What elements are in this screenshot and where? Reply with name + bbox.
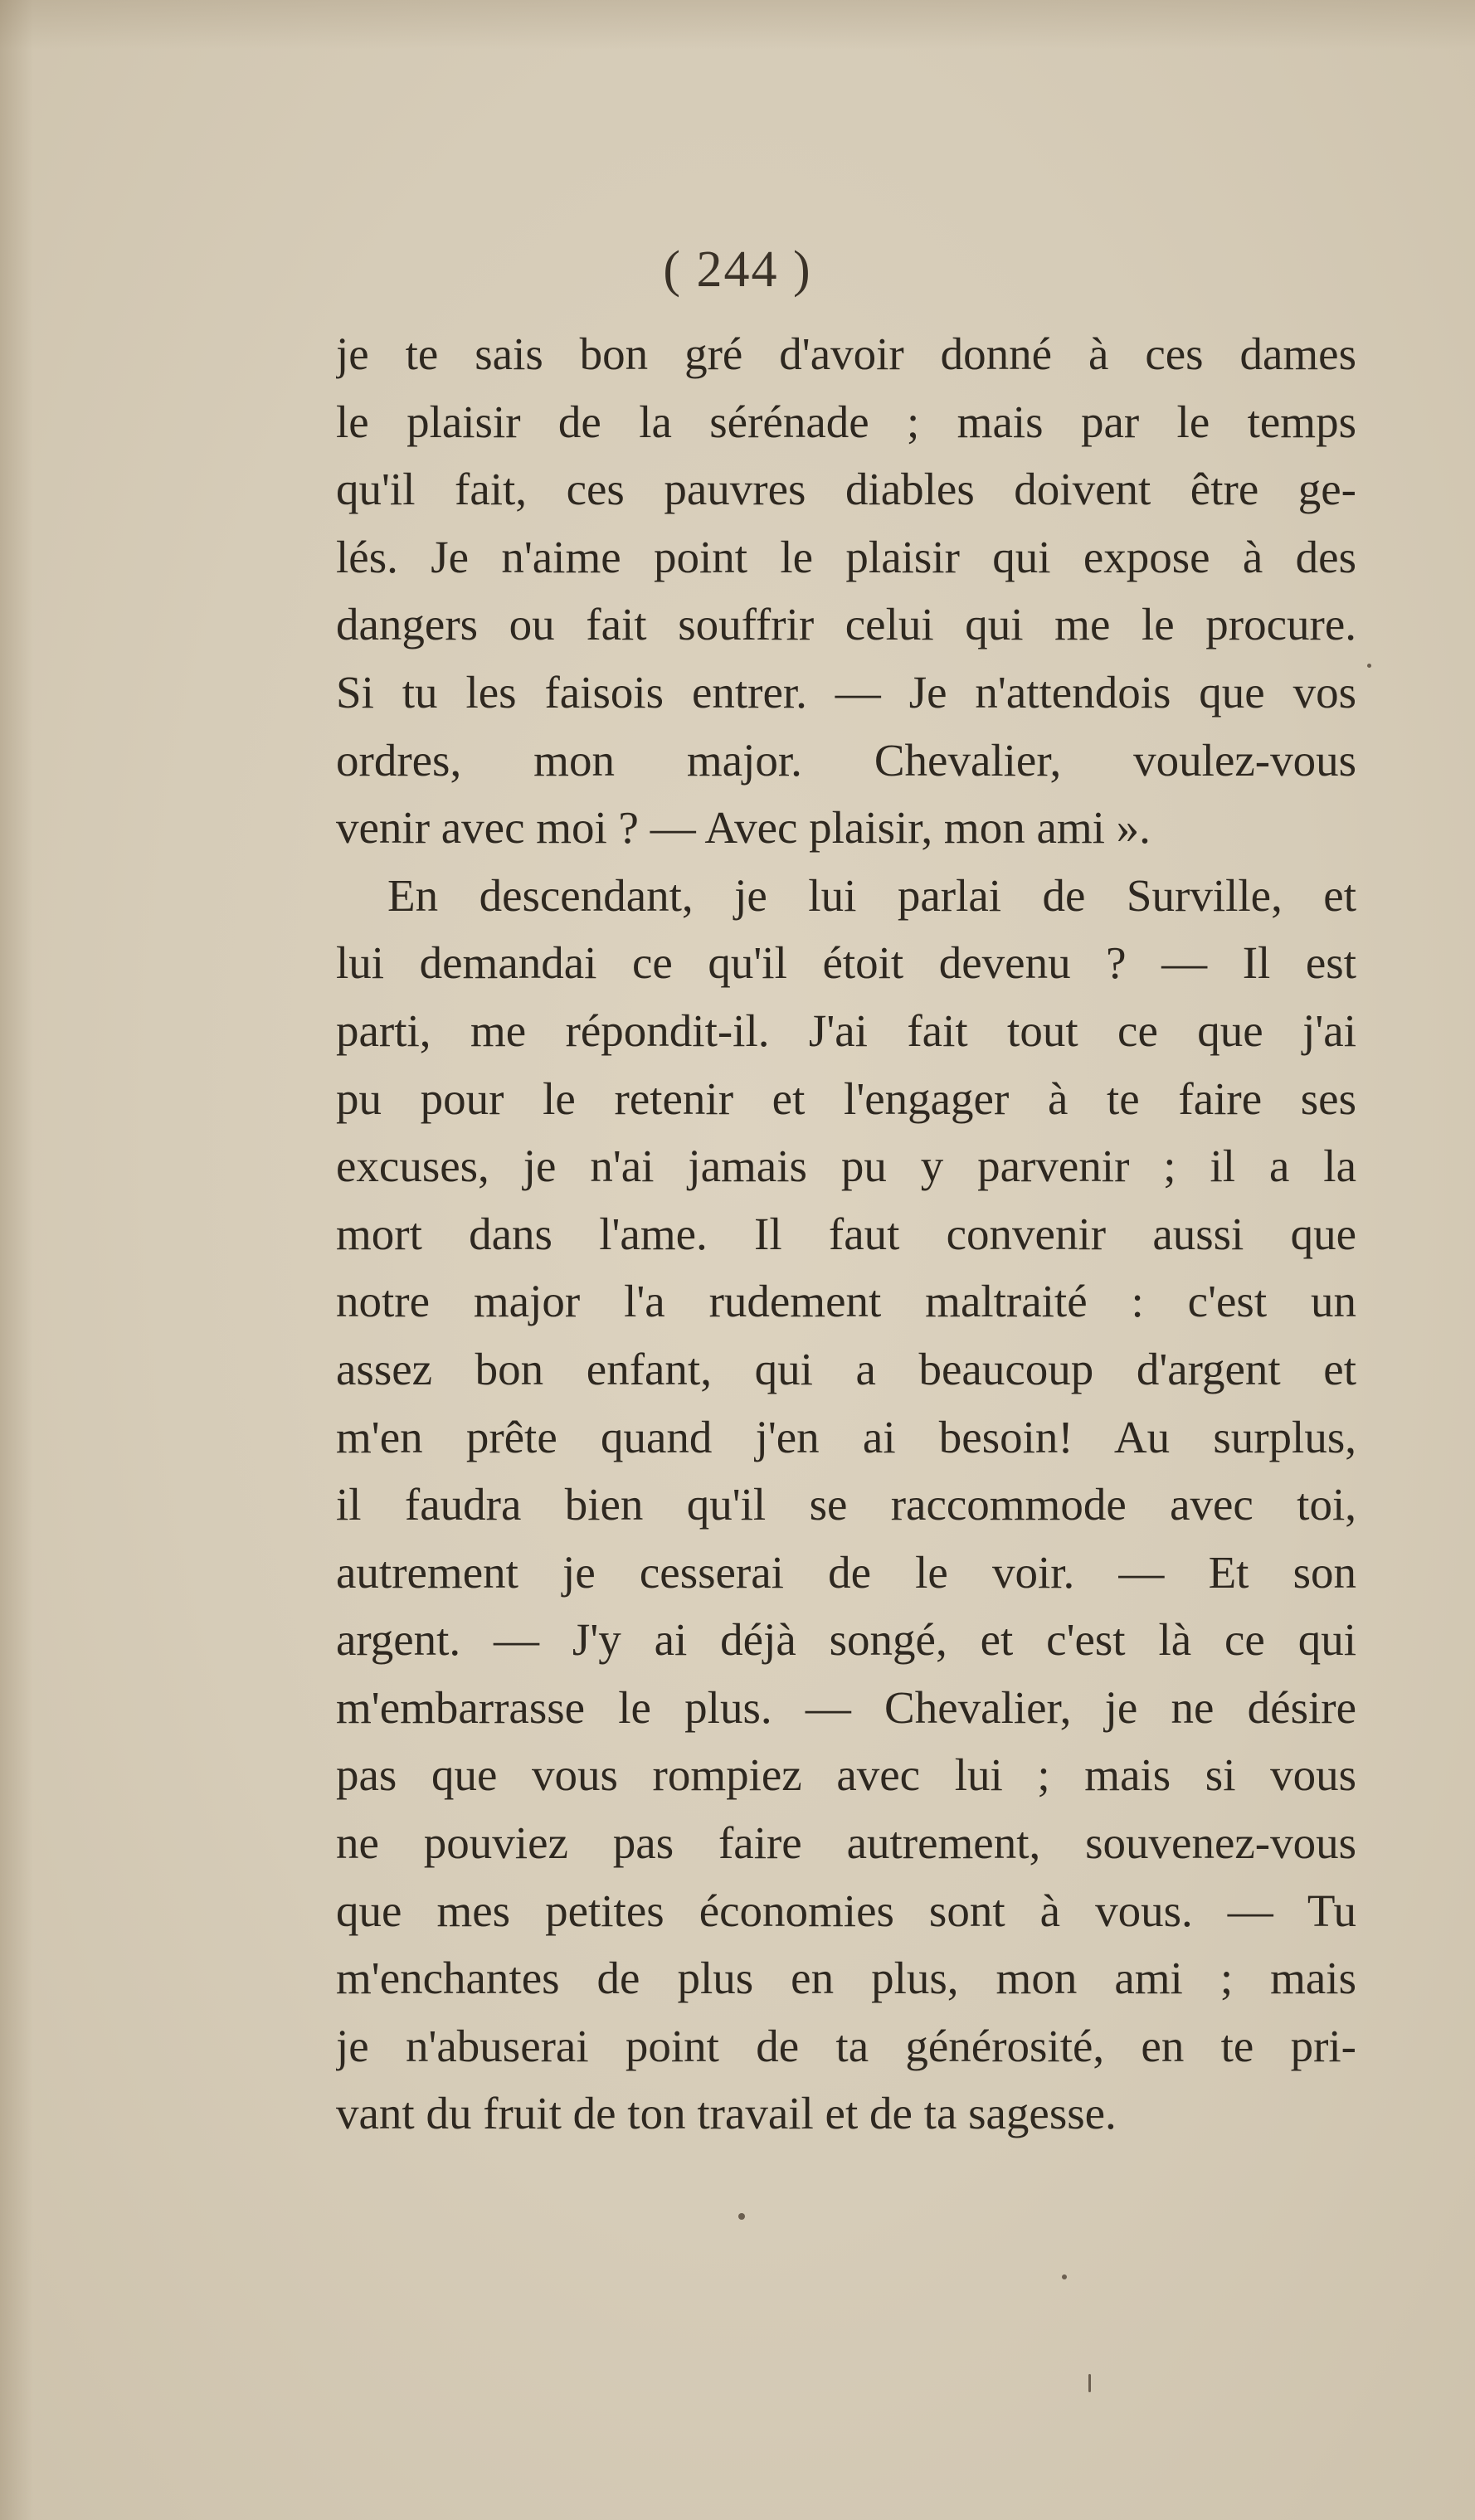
- text-line: argent. — J'y ai déjà songé, et c'est là ce qui: [336, 1614, 1356, 1666]
- text-line: que mes petites économies sont à vous. — Tu: [336, 1885, 1356, 1936]
- text-line: ordres, mon major. Chevalier, voulez-vous: [336, 734, 1356, 786]
- text-line: mort dans l'ame. Il faut convenir aussi que: [336, 1208, 1356, 1259]
- paper-speck: [1088, 2374, 1091, 2392]
- text-line: le plaisir de la sérénade ; mais par le temps: [336, 396, 1356, 447]
- text-line: qu'il fait, ces pauvres diables doivent être ge-: [336, 464, 1356, 515]
- text-line: ne pouviez pas faire autrement, souvenez-vous: [336, 1817, 1356, 1869]
- text-line: il faudra bien qu'il se raccommode avec toi,: [336, 1479, 1356, 1530]
- page-number: ( 244 ): [663, 241, 812, 298]
- text-line: pas que vous rompiez avec lui ; mais si vous: [336, 1749, 1356, 1801]
- text-line: Si tu les faisois entrer. — Je n'attendois que vos: [336, 666, 1356, 718]
- text-line: parti, me répondit-il. J'ai fait tout ce que j'ai: [336, 1005, 1356, 1056]
- text-line: notre major l'a rudement maltraité : c'est un: [336, 1276, 1356, 1327]
- body-text: [336, 320, 1356, 2148]
- paper-speck: [1367, 664, 1371, 668]
- text-line: je n'abuserai point de ta générosité, en te pri-: [336, 2020, 1356, 2071]
- text-line: pu pour le retenir et l'engager à te faire ses: [336, 1073, 1356, 1124]
- paper-speck: [738, 2213, 745, 2220]
- paragraph-start-line: En descendant, je lui parlai de Surville, et: [387, 869, 1356, 921]
- text-line: je te sais bon gré d'avoir donné à ces dames: [336, 328, 1356, 379]
- text-line: assez bon enfant, qui a beaucoup d'argent et: [336, 1343, 1356, 1394]
- text-line: venir avec moi ? — Avec plaisir, mon ami ».: [336, 802, 1151, 854]
- page-edge-shadow: [0, 0, 33, 2520]
- text-line: lés. Je n'aime point le plaisir qui expose à des: [336, 531, 1356, 582]
- text-line: m'enchantes de plus en plus, mon ami ; mais: [336, 1953, 1356, 2004]
- text-line: m'en prête quand j'en ai besoin! Au surplus,: [336, 1411, 1356, 1462]
- text-line: autrement je cesserai de le voir. — Et son: [336, 1546, 1356, 1598]
- page-top-shadow: [0, 0, 1475, 50]
- text-line: vant du fruit de ton travail et de ta sagesse.: [336, 2088, 1117, 2139]
- text-line: m'embarrasse le plus. — Chevalier, je ne désire: [336, 1681, 1356, 1733]
- paper-speck: [1062, 2274, 1067, 2279]
- text-line: dangers ou fait souffrir celui qui me le procure.: [336, 599, 1356, 650]
- text-line: excuses, je n'ai jamais pu y parvenir ; il a la: [336, 1141, 1356, 1192]
- text-line: lui demandai ce qu'il étoit devenu ? — Il est: [336, 937, 1356, 989]
